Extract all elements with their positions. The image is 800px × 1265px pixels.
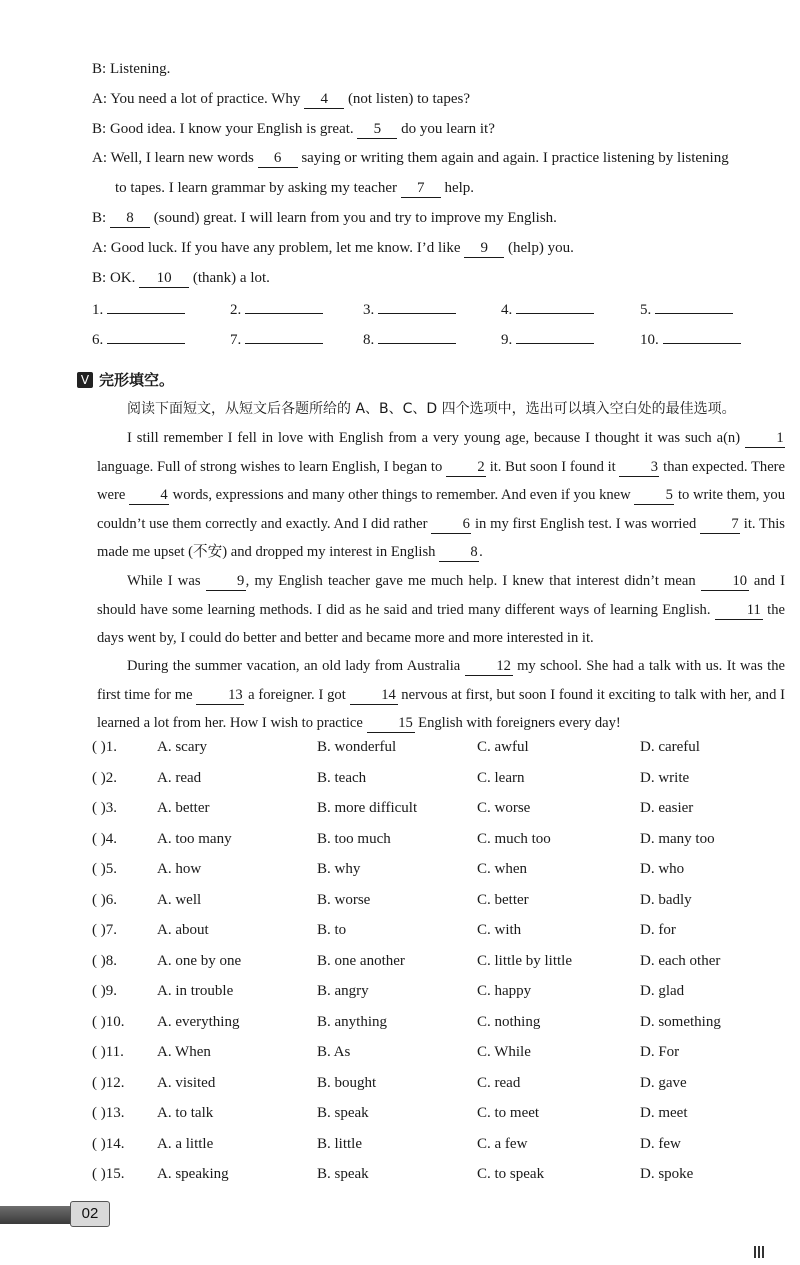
option-row bbox=[92, 1105, 792, 1127]
question-number[interactable]: ( )15. bbox=[92, 1166, 125, 1182]
text-run: than expected. There were bbox=[97, 458, 786, 504]
answer-line bbox=[663, 328, 741, 344]
option-row bbox=[92, 922, 792, 944]
option-row bbox=[92, 770, 792, 792]
section-number-icon: V bbox=[77, 372, 93, 388]
blank-5: 5 bbox=[634, 486, 674, 505]
speaker-label: B: bbox=[92, 120, 107, 137]
blank-7: 7 bbox=[401, 179, 441, 198]
blank-5: 5 bbox=[357, 120, 397, 139]
blank-12: 12 bbox=[465, 657, 513, 676]
answer-slot[interactable] bbox=[92, 328, 185, 349]
answer-line bbox=[516, 298, 594, 314]
option-d[interactable]: D. gave bbox=[640, 1074, 687, 1091]
text-run: language. Full of strong wishes to learn English, I began to bbox=[97, 458, 446, 475]
question-number[interactable]: ( )7. bbox=[92, 922, 117, 938]
option-a[interactable]: A. well bbox=[157, 891, 202, 908]
question-number[interactable]: ( )11. bbox=[92, 1044, 124, 1060]
option-d[interactable]: D. careful bbox=[640, 739, 700, 755]
blank-2: 2 bbox=[446, 458, 486, 477]
answer-row bbox=[92, 298, 772, 318]
text-run: (not listen) to tapes? bbox=[344, 90, 470, 107]
option-a[interactable]: A. one by one bbox=[157, 952, 242, 969]
option-c[interactable]: C. read bbox=[477, 1074, 521, 1091]
option-a[interactable]: A. too many bbox=[157, 830, 232, 847]
option-b[interactable]: B. anything bbox=[317, 1013, 387, 1030]
option-a[interactable]: A. better bbox=[157, 800, 210, 816]
answer-number: 2. bbox=[230, 302, 245, 318]
option-a[interactable]: A. how bbox=[157, 861, 202, 877]
question-number[interactable]: ( )4. bbox=[92, 830, 117, 847]
option-c[interactable]: C. much too bbox=[477, 830, 551, 847]
text-run: do you learn it? bbox=[397, 120, 495, 137]
text-run: nervous at first, but soon I found it exciting to talk with her, and I learned a lot from her. How I wish to practice bbox=[97, 686, 785, 732]
option-c[interactable]: C. to meet bbox=[477, 1105, 540, 1121]
option-d[interactable]: D. something bbox=[640, 1013, 721, 1030]
option-row bbox=[92, 861, 792, 883]
blank-9: 9 bbox=[464, 239, 504, 258]
option-d[interactable]: D. for bbox=[640, 922, 676, 938]
option-a[interactable]: A. When bbox=[157, 1044, 211, 1060]
text-run: a foreigner. I got bbox=[244, 686, 350, 703]
text-run: Listening. bbox=[106, 61, 171, 77]
option-c[interactable]: C. little by little bbox=[477, 952, 572, 969]
section-instruction: 阅读下面短文，从短文后各题所给的 A、B、C、D 四个选项中，选出可以填入空白处的最佳选项。 bbox=[127, 401, 736, 417]
answer-number: 4. bbox=[501, 302, 516, 318]
footer-bar bbox=[0, 1206, 75, 1224]
option-b[interactable]: B. speak bbox=[317, 1105, 369, 1121]
option-b[interactable]: B. one another bbox=[317, 952, 405, 969]
blank-3: 3 bbox=[619, 458, 659, 477]
blank-8: 8 bbox=[439, 543, 479, 562]
text-run: help. bbox=[440, 180, 475, 197]
option-c[interactable]: C. to speak bbox=[477, 1166, 545, 1182]
answer-line bbox=[378, 298, 456, 314]
text-run: , my English teacher gave me much help. I knew that interest didn’t mean bbox=[245, 573, 701, 589]
passage-paragraph bbox=[97, 567, 785, 653]
text-run: in my first English test. I was worried bbox=[471, 515, 701, 532]
option-c[interactable]: C. happy bbox=[477, 983, 532, 999]
text-run: words, expressions and many other things to remember. And even if you knew bbox=[169, 487, 635, 504]
blank-1: 1 bbox=[745, 429, 785, 448]
option-row bbox=[92, 1014, 792, 1036]
answer-line bbox=[655, 298, 733, 314]
answer-slot[interactable] bbox=[230, 298, 323, 319]
option-a[interactable]: A. in trouble bbox=[157, 983, 234, 999]
dialogue-line bbox=[92, 238, 574, 258]
speaker-label: B: bbox=[92, 269, 107, 286]
text-run: saying or writing them again and again. I practice listening by listening bbox=[297, 150, 729, 167]
option-a[interactable]: A. speaking bbox=[157, 1166, 229, 1182]
text-run: and I should have some learning methods. I did as he said and tried many different ways of learning English. bbox=[97, 573, 786, 618]
blank-7: 7 bbox=[700, 515, 740, 534]
answer-number: 6. bbox=[92, 332, 107, 348]
passage-paragraph bbox=[97, 652, 785, 738]
answer-number: 9. bbox=[501, 332, 516, 348]
text-run: Good luck. If you have any problem, let me know. I’d like bbox=[107, 239, 465, 256]
blank-6: 6 bbox=[258, 149, 298, 168]
text-run: (sound) great. I will learn from you and try to improve my English. bbox=[149, 210, 557, 226]
question-number[interactable]: ( )6. bbox=[92, 891, 117, 908]
text-run: I still remember I fell in love with English from a very young age, because I thought it was such a(n) bbox=[127, 430, 745, 446]
dialogue-line bbox=[92, 119, 495, 139]
answer-line bbox=[245, 298, 323, 314]
text-run: . bbox=[479, 544, 483, 561]
question-number[interactable]: ( )12. bbox=[92, 1074, 125, 1091]
answer-line bbox=[516, 328, 594, 344]
qr-code-icon bbox=[754, 1246, 766, 1258]
blank-15: 15 bbox=[367, 714, 415, 733]
option-c[interactable]: C. awful bbox=[477, 739, 529, 755]
dialogue-line bbox=[92, 268, 270, 288]
text-run: the days went by, I could do better and better and became more and more interested in it. bbox=[97, 601, 785, 647]
blank-10: 10 bbox=[139, 269, 189, 288]
option-a[interactable]: A. about bbox=[157, 922, 209, 938]
text-run: English with foreigners every day! bbox=[414, 715, 621, 732]
answer-slot[interactable] bbox=[640, 298, 733, 319]
option-b[interactable]: B. to bbox=[317, 922, 347, 938]
option-d[interactable]: D. easier bbox=[640, 800, 694, 816]
dialogue-line bbox=[92, 59, 170, 79]
answer-slot[interactable] bbox=[363, 328, 456, 349]
answer-slot[interactable] bbox=[501, 298, 594, 319]
answer-line bbox=[107, 328, 185, 344]
answer-number: 3. bbox=[363, 302, 378, 318]
blank-6: 6 bbox=[431, 515, 471, 534]
text-run: to tapes. I learn grammar by asking my teacher bbox=[115, 180, 401, 197]
question-number[interactable]: ( )2. bbox=[92, 769, 117, 786]
text-run: it. This made me upset (不安) and dropped my interest in English bbox=[97, 515, 785, 561]
speaker-label: B: bbox=[92, 210, 107, 226]
answer-line bbox=[245, 328, 323, 344]
answer-number: 7. bbox=[230, 332, 245, 348]
option-row bbox=[92, 892, 792, 914]
blank-4: 4 bbox=[129, 486, 169, 505]
answer-number: 10. bbox=[640, 332, 663, 348]
option-d[interactable]: D. each other bbox=[640, 952, 721, 969]
option-c[interactable]: C. worse bbox=[477, 800, 531, 816]
option-d[interactable]: D. meet bbox=[640, 1105, 688, 1121]
text-run: to write them, you couldn’t use them correctly and exactly. And I did rather bbox=[97, 487, 785, 532]
text-run: Well, I learn new words bbox=[107, 150, 258, 167]
question-number[interactable]: ( )13. bbox=[92, 1105, 125, 1121]
option-b[interactable]: B. bought bbox=[317, 1074, 377, 1091]
blank-4: 4 bbox=[304, 90, 344, 109]
speaker-label: A: bbox=[92, 239, 107, 256]
option-c[interactable]: C. learn bbox=[477, 769, 525, 786]
question-number[interactable]: ( )5. bbox=[92, 861, 117, 877]
speaker-label: B: bbox=[92, 61, 107, 77]
dialogue-line bbox=[92, 208, 557, 228]
option-b[interactable]: B. too much bbox=[317, 830, 391, 847]
option-b[interactable]: B. speak bbox=[317, 1166, 369, 1182]
text-run: While I was bbox=[127, 573, 206, 589]
option-d[interactable]: D. who bbox=[640, 861, 685, 877]
option-b[interactable]: B. wonderful bbox=[317, 739, 397, 755]
option-b[interactable]: B. angry bbox=[317, 983, 369, 999]
option-c[interactable]: C. While bbox=[477, 1044, 531, 1060]
answer-slot[interactable] bbox=[92, 298, 185, 319]
dialogue-line bbox=[92, 148, 729, 168]
dialogue-line bbox=[92, 89, 470, 109]
section-header bbox=[77, 369, 174, 390]
option-d[interactable]: D. spoke bbox=[640, 1166, 694, 1182]
text-run: OK. bbox=[106, 269, 140, 286]
option-a[interactable]: A. a little bbox=[157, 1135, 214, 1152]
text-run: You need a lot of practice. Why bbox=[107, 90, 305, 107]
blank-13: 13 bbox=[196, 686, 244, 705]
option-d[interactable]: D. write bbox=[640, 769, 690, 786]
option-c[interactable]: C. with bbox=[477, 922, 522, 938]
option-row bbox=[92, 831, 792, 853]
answer-row bbox=[92, 328, 772, 348]
page-number-tab bbox=[0, 1198, 112, 1228]
text-run: During the summer vacation, an old lady from Australia bbox=[127, 658, 465, 674]
answer-line bbox=[378, 328, 456, 344]
speaker-label: A: bbox=[92, 150, 107, 167]
blank-9: 9 bbox=[206, 572, 246, 591]
option-c[interactable]: C. a few bbox=[477, 1135, 528, 1152]
question-number[interactable]: ( )8. bbox=[92, 952, 117, 969]
answer-number: 5. bbox=[640, 302, 655, 318]
text-run: (thank) a lot. bbox=[189, 269, 270, 286]
option-b[interactable]: B. worse bbox=[317, 891, 371, 908]
answer-slot[interactable] bbox=[230, 328, 323, 349]
option-row bbox=[92, 1136, 792, 1158]
text-run: my school. She had a talk with us. It was the first time for me bbox=[97, 658, 785, 703]
option-a[interactable]: A. read bbox=[157, 769, 202, 786]
question-number[interactable]: ( )10. bbox=[92, 1013, 125, 1030]
page-number: 02 bbox=[70, 1201, 110, 1227]
section-title: 完形填空。 bbox=[99, 371, 175, 389]
blank-8: 8 bbox=[110, 209, 150, 228]
answer-slot[interactable] bbox=[363, 298, 456, 319]
blank-14: 14 bbox=[350, 686, 398, 705]
answer-slot[interactable] bbox=[640, 328, 741, 349]
answer-slot[interactable] bbox=[501, 328, 594, 349]
answer-number: 1. bbox=[92, 302, 107, 318]
option-d[interactable]: D. glad bbox=[640, 983, 685, 999]
option-row bbox=[92, 739, 792, 761]
blank-11: 11 bbox=[715, 601, 763, 620]
option-b[interactable]: B. little bbox=[317, 1135, 362, 1152]
option-c[interactable]: C. better bbox=[477, 891, 529, 908]
option-b[interactable]: B. teach bbox=[317, 769, 367, 786]
option-b[interactable]: B. more difficult bbox=[317, 800, 418, 816]
speaker-label: A: bbox=[92, 90, 107, 107]
option-row bbox=[92, 953, 792, 975]
option-d[interactable]: D. few bbox=[640, 1135, 681, 1152]
option-c[interactable]: C. nothing bbox=[477, 1013, 541, 1030]
dialogue-line bbox=[115, 178, 474, 198]
option-d[interactable]: D. many too bbox=[640, 830, 715, 847]
option-c[interactable]: C. when bbox=[477, 861, 527, 877]
option-row bbox=[92, 1075, 792, 1097]
question-number[interactable]: ( )3. bbox=[92, 800, 117, 816]
option-d[interactable]: D. badly bbox=[640, 891, 692, 908]
option-row bbox=[92, 1044, 792, 1066]
option-row bbox=[92, 983, 792, 1005]
option-a[interactable]: A. everything bbox=[157, 1013, 240, 1030]
option-b[interactable]: B. As bbox=[317, 1044, 351, 1060]
option-a[interactable]: A. visited bbox=[157, 1074, 216, 1091]
answer-line bbox=[107, 298, 185, 314]
question-number[interactable]: ( )9. bbox=[92, 983, 117, 999]
text-run: (help) you. bbox=[504, 239, 574, 256]
blank-10: 10 bbox=[701, 572, 749, 591]
option-d[interactable]: D. For bbox=[640, 1044, 680, 1060]
question-number[interactable]: ( )14. bbox=[92, 1135, 125, 1152]
option-a[interactable]: A. scary bbox=[157, 739, 207, 755]
option-row bbox=[92, 1166, 792, 1188]
passage-paragraph bbox=[97, 424, 785, 567]
text-run: Good idea. I know your English is great. bbox=[106, 120, 358, 137]
text-run: it. But soon I found it bbox=[485, 458, 620, 475]
option-row bbox=[92, 800, 792, 822]
option-b[interactable]: B. why bbox=[317, 861, 361, 877]
question-number[interactable]: ( )1. bbox=[92, 739, 117, 755]
option-a[interactable]: A. to talk bbox=[157, 1105, 214, 1121]
answer-number: 8. bbox=[363, 332, 378, 348]
